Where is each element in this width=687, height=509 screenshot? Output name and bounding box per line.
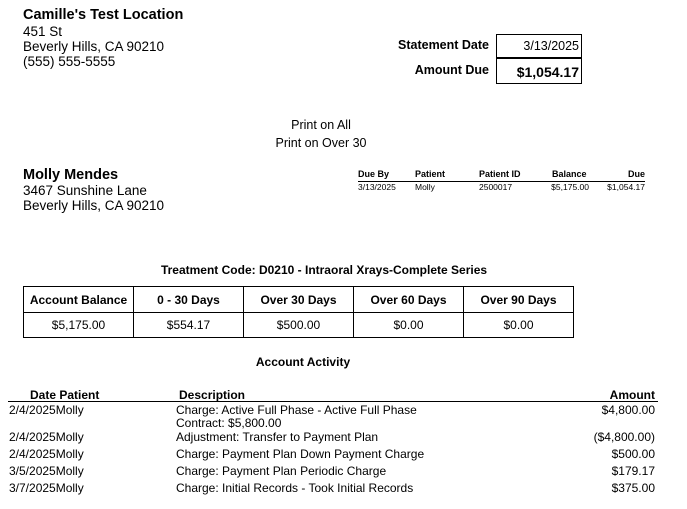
activity-row-5-amount: $375.00 [611, 481, 655, 495]
print-on-all-text: Print on All [291, 118, 351, 132]
activity-row-2-description: Adjustment: Transfer to Payment Plan [176, 430, 379, 444]
activity-row-2-amount: ($4,800.00) [593, 430, 655, 444]
activity-row-4-amount: $179.17 [611, 464, 655, 478]
activity-row-3-amount: $500.00 [611, 447, 655, 461]
activity-row-4-date-patient: 3/5/2025Molly [9, 464, 84, 478]
aging-value-account-balance: $5,175.00 [24, 313, 134, 338]
activity-row-4-description: Charge: Payment Plan Periodic Charge [176, 464, 387, 478]
activity-row-1-description: Charge: Active Full Phase - Active Full Phase [176, 403, 417, 417]
aging-header-over-90: Over 90 Days [464, 287, 574, 313]
aging-header-over-30: Over 30 Days [244, 287, 354, 313]
activity-header-date-patient: Date Patient [30, 388, 100, 402]
aging-value-0-30: $554.17 [134, 313, 244, 338]
aging-header-0-30: 0 - 30 Days [134, 287, 244, 313]
statement-date-label: Statement Date [398, 38, 489, 52]
summary-patient: Molly [415, 182, 435, 192]
activity-header-amount: Amount [609, 388, 655, 402]
summary-balance: $5,175.00 [551, 182, 589, 192]
activity-row-5-description: Charge: Initial Records - Took Initial Records [176, 481, 414, 495]
summary-due: $1,054.17 [607, 182, 645, 192]
amount-due-value: $1,054.17 [496, 58, 582, 84]
summary-header-patient-id: Patient ID [479, 169, 521, 179]
activity-row-1-amount: $4,800.00 [601, 403, 655, 417]
practice-address-line1: 451 St [23, 24, 63, 39]
patient-name: Molly Mendes [23, 167, 119, 183]
activity-row-5-date-patient: 3/7/2025Molly [9, 481, 84, 495]
activity-row-1-description-line2: Contract: $5,800.00 [176, 416, 282, 430]
activity-row-1-date-patient: 2/4/2025Molly [9, 403, 84, 417]
patient-address-line1: 3467 Sunshine Lane [23, 183, 147, 198]
activity-row-2-date-patient: 2/4/2025Molly [9, 430, 84, 444]
account-activity-title: Account Activity [255, 355, 351, 369]
summary-due-by: 3/13/2025 [358, 182, 396, 192]
practice-address-line2: Beverly Hills, CA 90210 [23, 39, 165, 54]
activity-divider [8, 401, 658, 402]
practice-name: Camille's Test Location [23, 7, 184, 23]
aging-header-over-60: Over 60 Days [354, 287, 464, 313]
treatment-code: Treatment Code: D0210 - Intraoral Xrays-Complete Series [160, 263, 488, 277]
summary-header-due: Due [627, 169, 645, 179]
patient-address-line2: Beverly Hills, CA 90210 [23, 198, 165, 213]
aging-header-row [24, 287, 574, 313]
aging-value-over-30: $500.00 [244, 313, 354, 338]
activity-row-3-date-patient: 2/4/2025Molly [9, 447, 84, 461]
summary-patient-id: 2500017 [479, 182, 513, 192]
aging-table [23, 286, 574, 338]
practice-phone: (555) 555-5555 [23, 54, 116, 69]
aging-value-row [24, 313, 574, 338]
statement-date-value: 3/13/2025 [496, 34, 582, 58]
summary-header-balance: Balance [552, 169, 587, 179]
print-on-over-30-text: Print on Over 30 [275, 136, 367, 150]
aging-header-account-balance: Account Balance [24, 287, 134, 313]
amount-due-label: Amount Due [414, 63, 489, 77]
activity-row-3-description: Charge: Payment Plan Down Payment Charge [176, 447, 425, 461]
summary-header-due-by: Due By [358, 169, 390, 179]
activity-header-description: Description [179, 388, 246, 402]
aging-value-over-60: $0.00 [354, 313, 464, 338]
summary-header-patient: Patient [415, 169, 446, 179]
aging-value-over-90: $0.00 [464, 313, 574, 338]
